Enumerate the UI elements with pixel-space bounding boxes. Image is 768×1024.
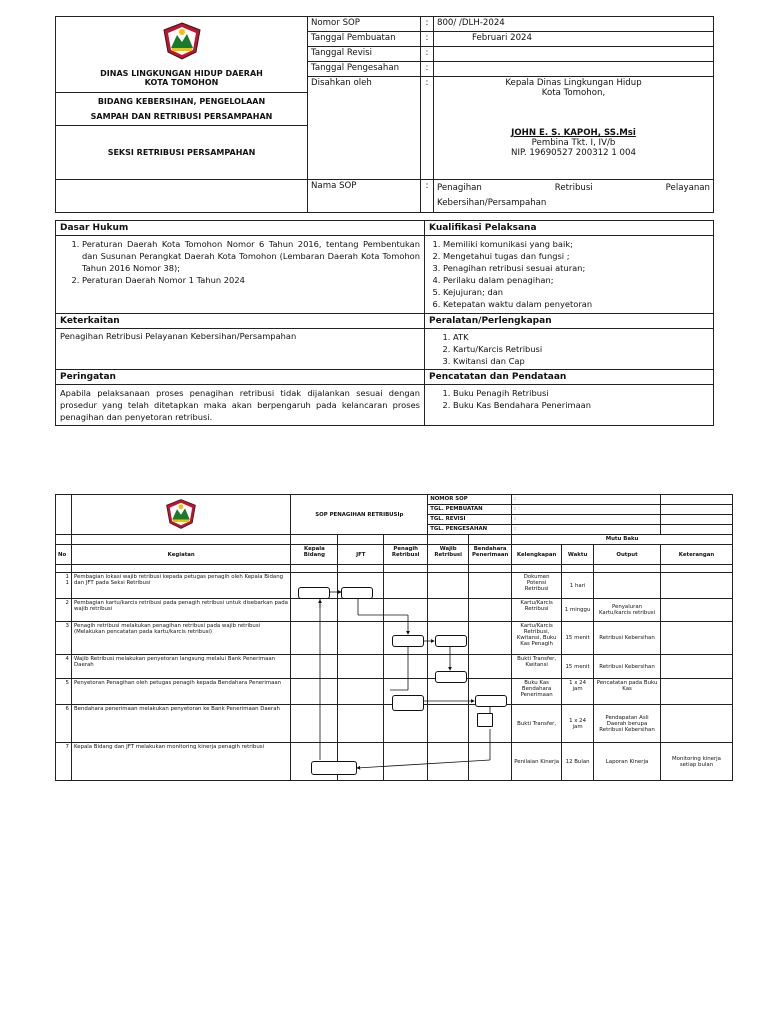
tanggal-pembuatan-value: Februari 2024 [434, 32, 714, 47]
kualifikasi-item: 6. Ketepatan waktu dalam penyetoran [443, 298, 709, 310]
flow-node-jft-1 [341, 587, 373, 599]
table-row: 2 Pembagian kartu/karcis retribusi pada penagih retribusi untuk disebarkan pada wajib retribusi Kartu/Karcis Retribusi 1 minggu Penyaluran Kartu/karcis retribusi [56, 599, 733, 622]
table-row: 5 Penyetoran Penagihan oleh petugas penagih kepada Bendahara Penerimaan Buku Kas Bendahara Penerimaan 1 x 24 jam Pencatatan pada Buku Kas [56, 679, 733, 705]
signer-name: JOHN E. S. KAPOH, SS.Msi [511, 128, 636, 138]
signer-nip: NIP. 19690527 200312 1 004 [511, 148, 636, 158]
disahkan-label: Disahkan oleh [308, 77, 421, 180]
peringatan-text: Apabila pelaksanaan proses penagihan retribusi tidak dijalankan sesuai dengan prosedur yang telah ditetapkan maka akan berpengaruh pada kelancaran proses penagihan dan penyetoran retribusi. [56, 385, 425, 426]
sop-info-table [55, 220, 714, 426]
tomohon-emblem-small-icon [165, 498, 197, 530]
flow-node-bendahara-5 [475, 695, 507, 707]
keterkaitan-title: Keterkaitan [56, 314, 425, 329]
flow-node-wajib-4 [435, 671, 467, 683]
tanggal-pengesahan-value [434, 62, 714, 77]
dasar-hukum-item: 1. Peraturan Daerah Kota Tomohon Nomor 6 Tahun 2016, tentang Pembentukan dan Susunan Perangkat Daerah Kota Tomohon (Lembaran Daerah Kota Tomohon Tahun 2016 Nomor 38); [82, 238, 420, 274]
tanggal-revisi-value [434, 47, 714, 62]
bidang-cell: BIDANG KEBERSIHAN, PENGELOLAAN SAMPAH DAN RETRIBUSI PERSAMPAHAN [56, 93, 308, 126]
pencatatan-item: 2. Buku Kas Bendahara Penerimaan [453, 399, 709, 411]
peralatan-item: 1. ATK [453, 331, 709, 343]
nama-sop-label: Nama SOP [308, 180, 421, 213]
table-row: 4 Wajib Retribusi melakukan penyetoran langsung melalui Bank Penerimaan Daerah Bukti Transfer, Kwitansi 15 menit Retribusi Kebersihan [56, 655, 733, 679]
flow-node-monitoring-7 [311, 761, 357, 775]
tanggal-revisi-label: Tanggal Revisi [308, 47, 421, 62]
pencatatan-item: 1. Buku Penagih Retribusi [453, 387, 709, 399]
org-name-line1: DINAS LINGKUNGAN HIDUP DAERAH [100, 69, 263, 78]
table-row: 1 1 Pembagian lokasi wajib retribusi kepada petugas penagih oleh Kepala Bidang dan JFT pada Seksi Retribusi Dokumen Potensi Retribusi 1 hari [56, 573, 733, 599]
org-cell [56, 17, 308, 93]
keterkaitan-text: Penagihan Retribusi Pelayanan Kebersihan/Persampahan [56, 329, 425, 370]
nomor-sop-value: 800/ /DLH-2024 [434, 17, 714, 32]
kualifikasi-item: 3. Penagihan retribusi sesuai aturan; [443, 262, 709, 274]
kualifikasi-item: 5. Kejujuran; dan [443, 286, 709, 298]
table-row: 3 Penagih retribusi melakukan penagihan retribusi pada wajib retribusi (Melakukan pencatatan pada kartu/karcis retribusi) Kartu/Karcis Retribusi, Kwitansi, Buku Kas Penagih 15 menit Retribusi Kebersihan [56, 622, 733, 655]
kualifikasi-title: Kualifikasi Pelaksana [425, 221, 714, 236]
tanggal-pengesahan-label: Tanggal Pengesahan [308, 62, 421, 77]
kualifikasi-item: 4. Perilaku dalam penagihan; [443, 274, 709, 286]
dasar-hukum-item: 2. Peraturan Daerah Nomor 1 Tahun 2024 [82, 274, 420, 286]
dasar-hukum-list [56, 236, 425, 314]
pencatatan-list [425, 385, 714, 426]
flow-node-wajib-3 [435, 635, 467, 647]
peralatan-item: 2. Kartu/Karcis Retribusi [453, 343, 709, 355]
sop-header-table: DINAS LINGKUNGAN HIDUP DAERAH KOTA TOMOHON Nomor SOP : 800/ /DLH-2024 Tanggal Pembuatan : Februari 2024 Tanggal Revisi : Tanggal Pengesahan : Disahkan oleh : Kepala Dinas Lingkungan Hidup Kota Tomohon, JOHN E. S. KAPOH, SS.Msi Pembina Tkt. I, IV/b NIP. 19690527 200312 1 004 BIDANG KEBERSIHAN, PENGELOLAAN SAMPAH DAN RETRIBUSI PERSAMPAHAN SEKSI RETRIBUSI PERSAMPAHAN Nama SOP : Penagihan Retribusi Pelayanan Kebersihan/Persampahan [55, 16, 714, 213]
flow-node-kepala-1 [298, 587, 330, 599]
peringatan-title: Peringatan [56, 370, 425, 385]
dasar-hukum-title: Dasar Hukum [56, 221, 425, 236]
mutu-baku-header: Mutu Baku [512, 535, 733, 545]
seksi-cell: SEKSI RETRIBUSI PERSAMPAHAN [56, 126, 308, 180]
tomohon-emblem-icon [162, 22, 202, 60]
peralatan-list [425, 329, 714, 370]
nama-sop-value: Penagihan Retribusi Pelayanan Kebersihan/Persampahan [434, 180, 714, 213]
peralatan-title: Peralatan/Perlengkapan [425, 314, 714, 329]
nomor-sop-label: Nomor SOP [308, 17, 421, 32]
flow-logo-cell [71, 495, 290, 535]
table-row: 7 Kepala Bidang dan JFT melakukan monitoring kinerja penagih retribusi Penilaian Kinerja 12 Bulan Laporan Kinerja Monitoring kinerja setiap bulan [56, 743, 733, 781]
flow-title: SOP PENAGIHAN RETRIBUSIp [291, 495, 428, 535]
sop-flow-table: SOP PENAGIHAN RETRIBUSIp NOMOR SOP : TGL. PEMBUATAN : TGL. REVISI : TGL. PENGESAHAN : Mutu Baku No Kegiatan Kepala Bidang JFT Penagih Retribusi Wajib Retribusi Bendahara Penerimaan Kelengkapan Waktu Output Keterangan 1 1 Pembagian lokasi wajib retribusi kepada petugas penagih oleh Kepala Bidang dan JFT pada Seksi Retribusi Dokumen Potensi Retribusi 1 hari 2 Pembagian kartu/karcis retribusi pada penagih retribusi untuk disebarkan pada wajib retribusi Kartu/Karcis Retribusi 1 minggu Penyaluran Kartu/karcis retribusi 3 Penagih retribusi melakukan penagihan retribusi pada wajib retribusi (Melakukan pencatatan pada kartu/karcis retribusi) Kartu/Karcis Retribusi, Kwitansi, Buku Kas Penagih 15 menit Retribusi Kebersihan 4 Wajib Retribusi melakukan penyetoran langsung melalui Bank Penerimaan Daerah Bukti Transfer, Kwitansi 15 menit Retribusi Kebersihan 5 Penyetoran Penagihan oleh petugas penagih kepada Bendahara Penerimaan Buku Kas Bendahara Penerimaan 1 x 24 jam Pencatatan pada Buku Kas 6 Bendahara penerimaan melakukan penyetoran ke Bank Penerimaan Daerah Bukti Transfer, 1 x 24 jam Pendapatan Asli Daerah berupa Retribusi Kebersihan 7 Kepala Bidang dan JFT melakukan monitoring kinerja penagih retribusi Penilaian Kinerja 12 Bulan Laporan Kinerja Monitoring kinerja setiap bulan [55, 494, 733, 781]
tanggal-pembuatan-label: Tanggal Pembuatan [308, 32, 421, 47]
kualifikasi-list [425, 236, 714, 314]
kualifikasi-item: 1. Memiliki komunikasi yang baik; [443, 238, 709, 250]
kualifikasi-item: 2. Mengetahui tugas dan fungsi ; [443, 250, 709, 262]
pencatatan-title: Pencatatan dan Pendataan [425, 370, 714, 385]
flow-node-penagih-3 [392, 635, 424, 647]
signer-rank: Pembina Tkt. I, IV/b [531, 138, 616, 148]
org-name-line2: KOTA TOMOHON [144, 78, 219, 87]
peralatan-item: 3. Kwitansi dan Cap [453, 355, 709, 367]
flow-node-bendahara-6 [477, 713, 493, 727]
table-row: 6 Bendahara penerimaan melakukan penyetoran ke Bank Penerimaan Daerah Bukti Transfer, 1 x 24 jam Pendapatan Asli Daerah berupa Retribusi Kebersihan [56, 705, 733, 743]
flow-node-penagih-5 [392, 695, 424, 711]
signature-block: Kepala Dinas Lingkungan Hidup Kota Tomohon, JOHN E. S. KAPOH, SS.Msi Pembina Tkt. I, IV/b NIP. 19690527 200312 1 004 [434, 77, 714, 180]
